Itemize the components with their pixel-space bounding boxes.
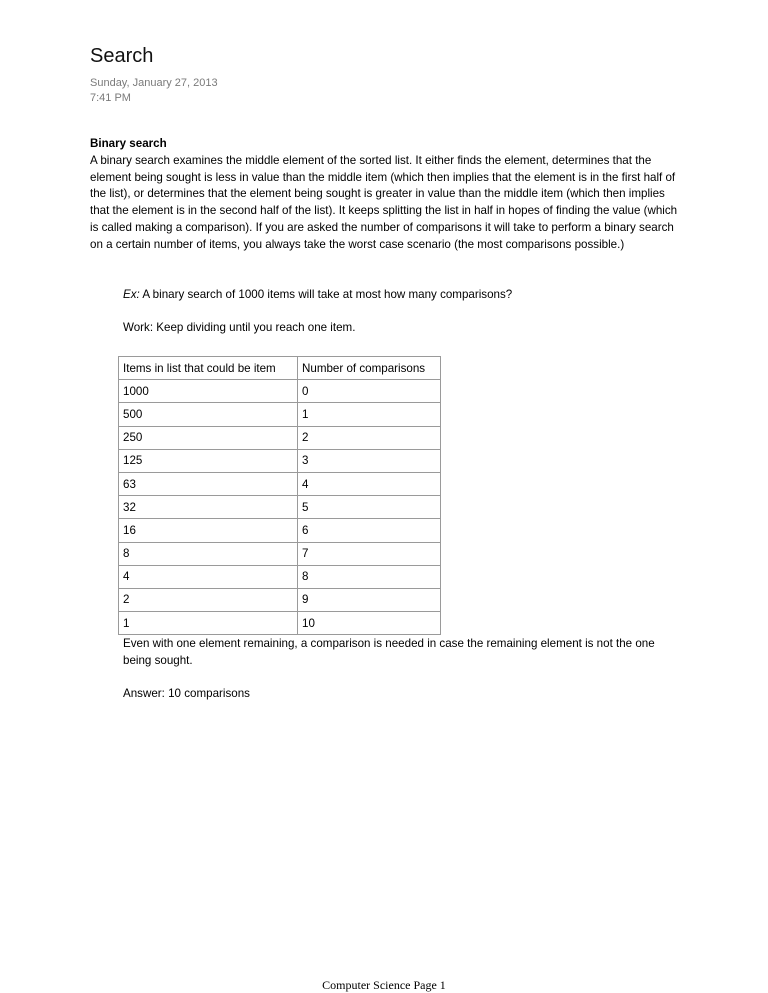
page-time: 7:41 PM [90,92,131,104]
table-row [119,426,441,449]
page-title: Search [90,45,154,67]
table-cell-comparisons: 8 [298,565,441,588]
example-work: Work: Keep dividing until you reach one item. [123,321,356,334]
table-header-row [119,357,441,380]
table-cell-comparisons: 7 [298,542,441,565]
table-row [119,519,441,542]
table-cell-items: 16 [119,519,298,542]
table-header-items: Items in list that could be item [119,357,298,380]
table-row [119,380,441,403]
example-label: Ex: [123,288,140,301]
table-cell-items: 4 [119,565,298,588]
example-question-text: A binary search of 1000 items will take at most how many comparisons? [142,288,513,301]
example-question [123,287,512,304]
table-cell-comparisons: 9 [298,588,441,611]
section-body: A binary search examines the middle element of the sorted list. It either finds the element, determines that the element being sought is less in value than the middle item (which then implies that the element is in the first half of the list), or determines that the element being sought is greater in value than the middle item (which then implies that the element is in the second half of the list). It keeps splitting the list in half in hopes of finding the value (which is called making a comparison). If you are asked the number of comparisons it will take to perform a binary search on a certain number of items, you always take the worst case scenario (the most comparisons possible.) [90,153,678,251]
table-row [119,612,441,635]
table-row [119,496,441,519]
table-cell-items: 8 [119,542,298,565]
table-cell-comparisons: 6 [298,519,441,542]
table-row [119,449,441,472]
table-cell-comparisons: 4 [298,472,441,495]
table-cell-items: 1 [119,612,298,635]
table-cell-comparisons: 3 [298,449,441,472]
table-cell-items: 32 [119,496,298,519]
section-heading: Binary search [90,137,167,150]
table-row [119,565,441,588]
page-footer: Computer Science Page 1 [322,978,446,992]
page-date: Sunday, January 27, 2013 [90,77,218,89]
table-cell-comparisons: 1 [298,403,441,426]
table-cell-items: 2 [119,588,298,611]
table-cell-comparisons: 5 [298,496,441,519]
explanation-note: Even with one element remaining, a comparison is needed in case the remaining element is not the one being sought. [123,637,655,667]
table-cell-comparisons: 10 [298,612,441,635]
table-row [119,542,441,565]
binary-search-section [90,136,680,254]
table-cell-items: 1000 [119,380,298,403]
table-header-comparisons: Number of comparisons [298,357,441,380]
table-row [119,403,441,426]
answer-text: Answer: 10 comparisons [123,687,250,700]
table-cell-items: 500 [119,403,298,426]
table-cell-items: 63 [119,472,298,495]
table-row [119,588,441,611]
table-cell-comparisons: 0 [298,380,441,403]
table-row [119,472,441,495]
table-cell-items: 250 [119,426,298,449]
table-cell-comparisons: 2 [298,426,441,449]
comparison-table [118,356,441,635]
table-cell-items: 125 [119,449,298,472]
